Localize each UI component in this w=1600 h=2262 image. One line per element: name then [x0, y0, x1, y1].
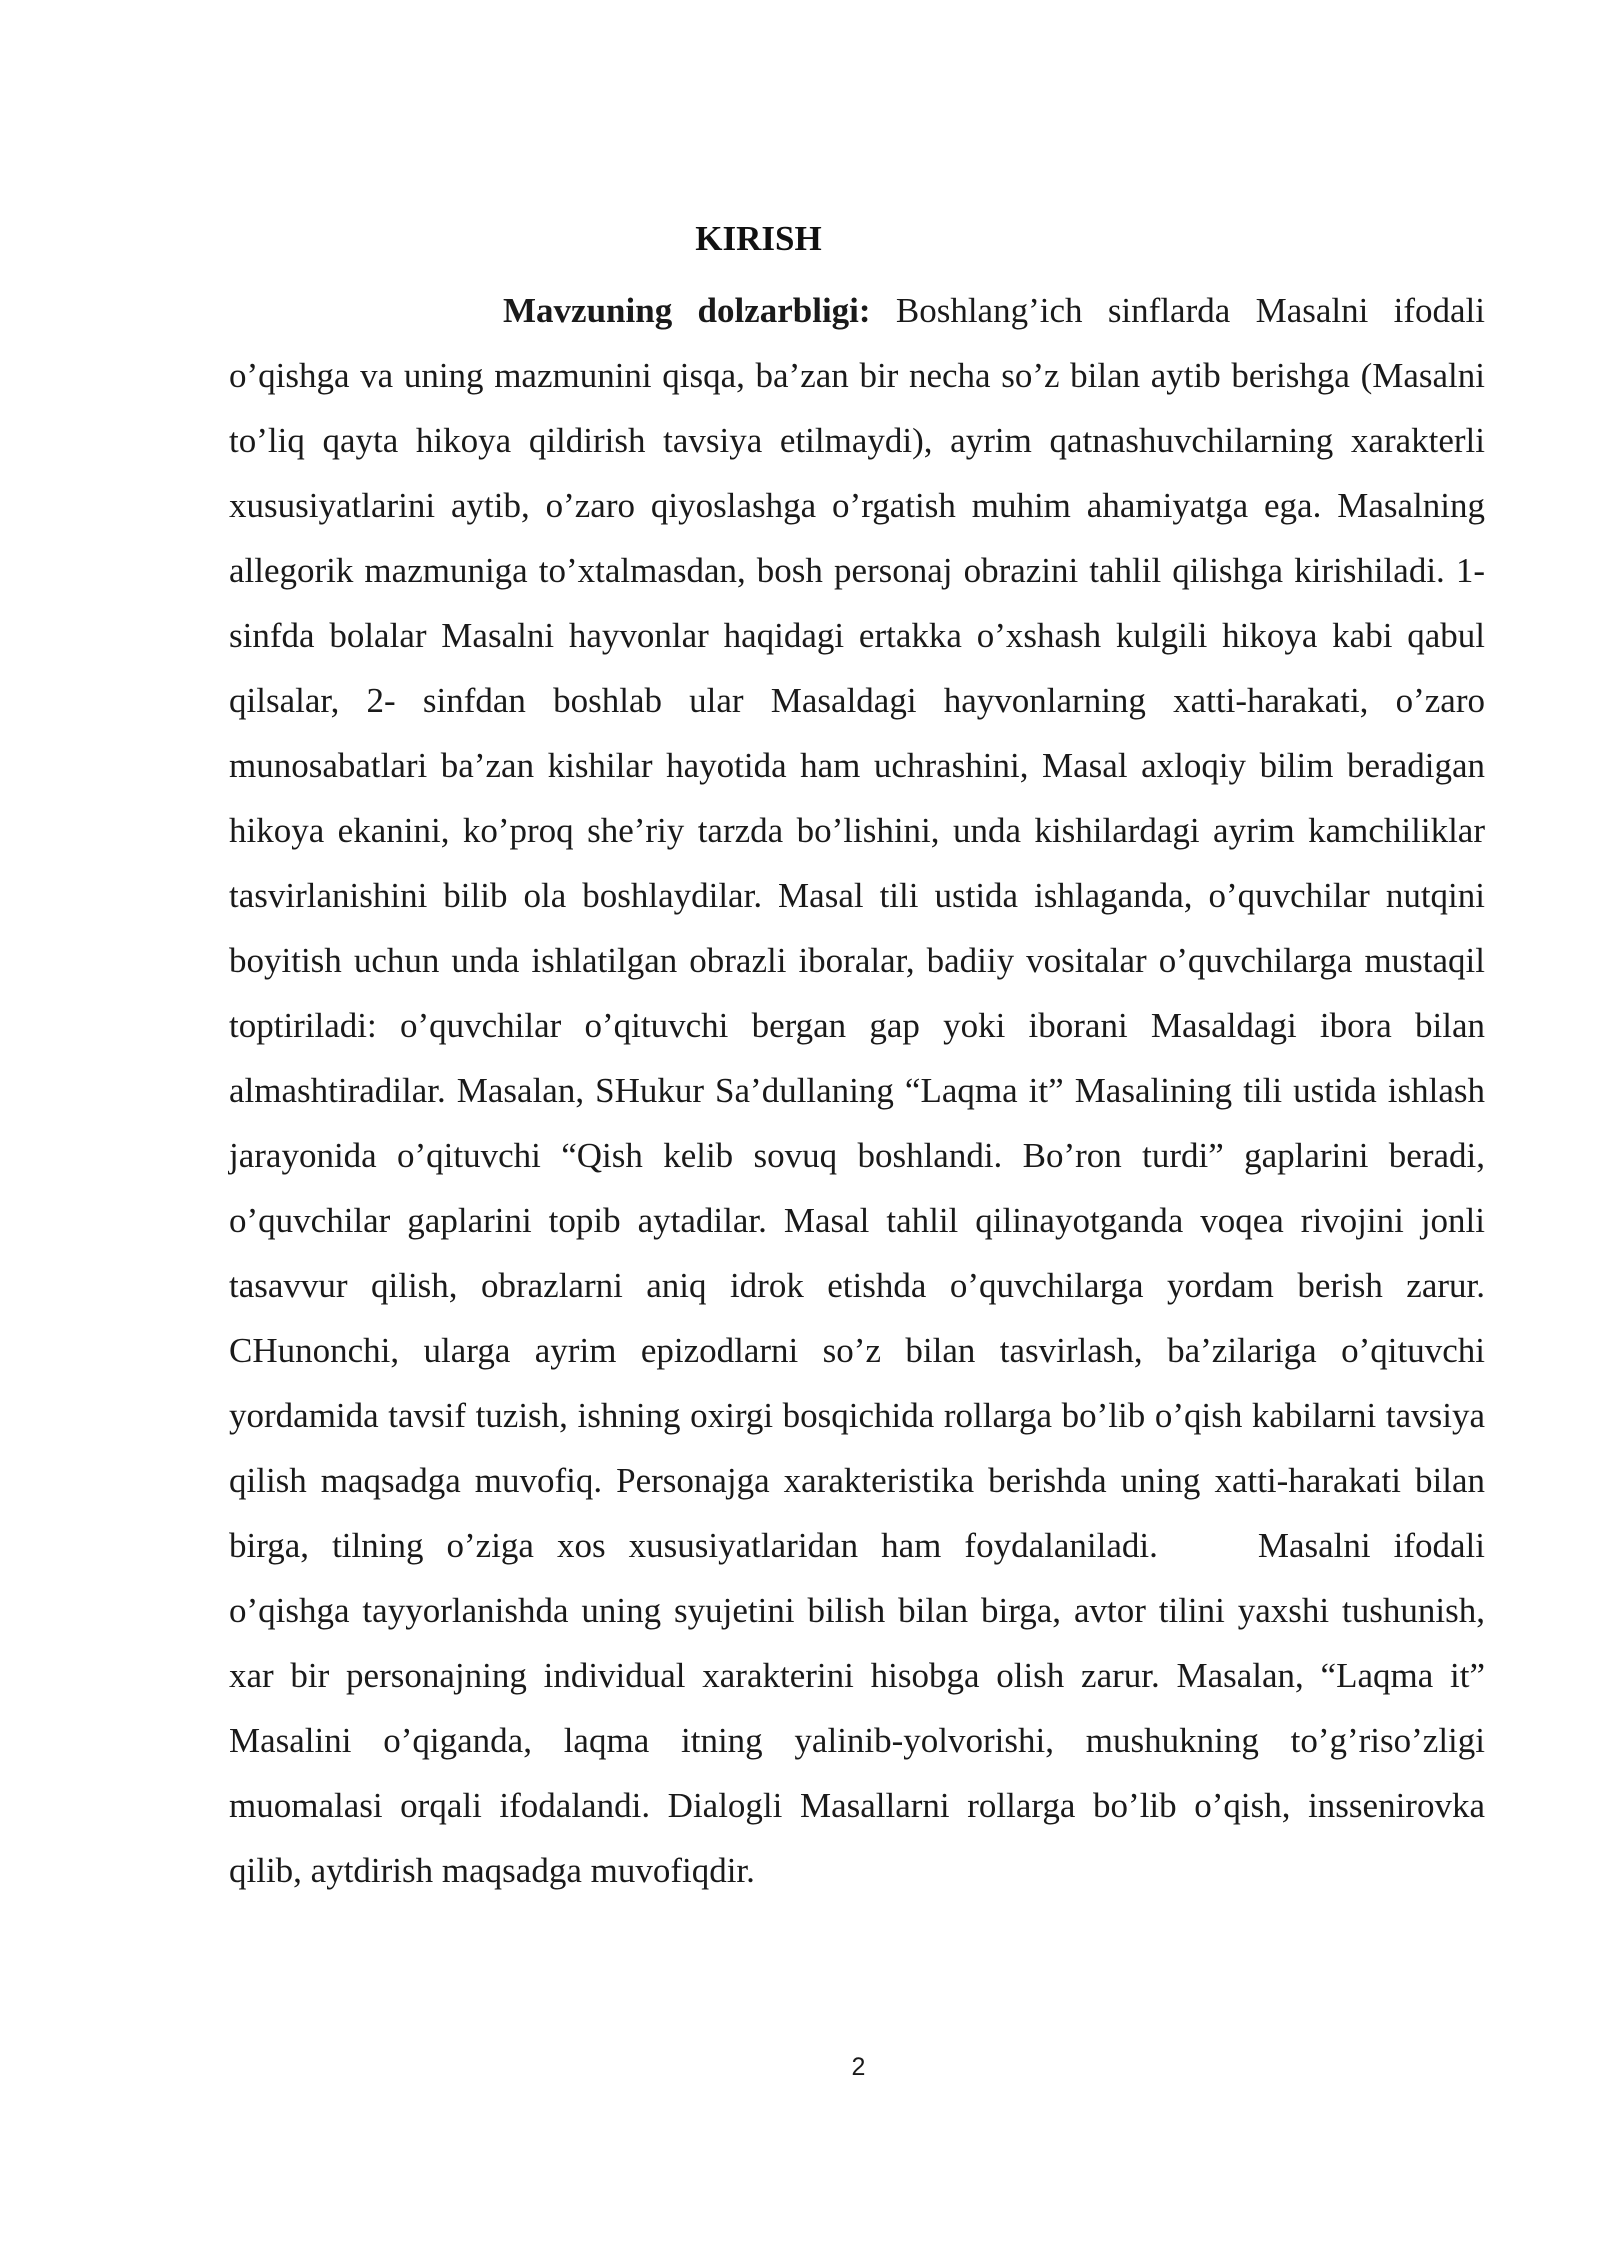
body-paragraph — [229, 278, 1485, 1903]
page-number: 2 — [851, 2053, 866, 2081]
lead-label: Mavzuning dolzarbligi: — [503, 291, 871, 330]
paragraph-text-part1: Boshlang’ich sinflarda Masalni ifodali o’qishga va uning mazmunini qisqa, ba’zan bir necha so’z bilan aytib berishga (Masalni to’liq qayta hikoya qildirish tavsiya etilmaydi), ayrim qatnashuvchilarning xarakterli xususiyatlarini aytib, o’zaro qiyoslashga o’rgatish muhim ahamiyatga ega. Masalning allegorik mazmuniga to’xtalmasdan, bosh personaj obrazini tahlil qilishga kirishiladi. 1- sinfda bolalar Masalni hayvonlar haqidagi ertakka o’xshash kulgili hikoya kabi qabul qilsalar, 2- sinfdan boshlab ular Masaldagi hayvonlarning xatti-harakati, o’zaro munosabatlari ba’zan kishilar hayotida ham uchrashini, Masal axloqiy bilim beradigan hikoya ekanini, ko’proq she’riy tarzda bo’lishini, unda kishilardagi ayrim kamchiliklar tasvirlanishini bilib ola boshlaydilar. Masal tili ustida ishlaganda, o’quvchilar nutqini boyitish uchun unda ishlatilgan obrazli iboralar, badiiy vositalar o’quvchilarga mustaqil toptiriladi: o’quvchilar o’qituvchi bergan gap yoki iborani Masaldagi ibora bilan almashtiradilar. Masalan, SHukur Sa’dullaning “Laqma it” Masalining tili ustida ishlash jarayonida o’qituvchi “Qish kelib sovuq boshlandi. Bo’ron turdi” gaplarini beradi, o’quvchilar gaplarini topib aytadilar. Masal tahlil qilinayotganda voqea rivojini jonli tasavvur qilish, obrazlarni aniq idrok etishda o’quvchilarga yordam berish zarur. CHunonchi, ularga ayrim epizodlarni so’z bilan tasvirlash, ba’zilariga o’qituvchi yordamida tavsif tuzish, ishning oxirgi bosqichida rollarga bo’lib o’qish kabilarni tavsiya qilish maqsadga muvofiq. Personajga xarakteristika berishda uning xatti-harakati bilan birga, tilning o’ziga xos xususiyatlaridan ham foydalaniladi. — [229, 291, 1485, 1565]
paragraph-text-part2: Masalni ifodali o’qishga tayyorlanishda uning syujetini bilish bilan birga, avtor tilini yaxshi tushunish, xar bir personajning individual xarakterini hisobga olish zarur. Masalan, “Laqma it” Masalini o’qiganda, laqma itning yalinib-yolvorishi, mushukning to’g’riso’zligi muomalasi orqali ifodalandi. Dialogli Masallarni rollarga bo’lib o’qish, inssenirovka qilib, aytdirish maqsadga muvofiqdir. — [229, 1526, 1485, 1890]
page-heading: KIRISH — [695, 219, 822, 258]
